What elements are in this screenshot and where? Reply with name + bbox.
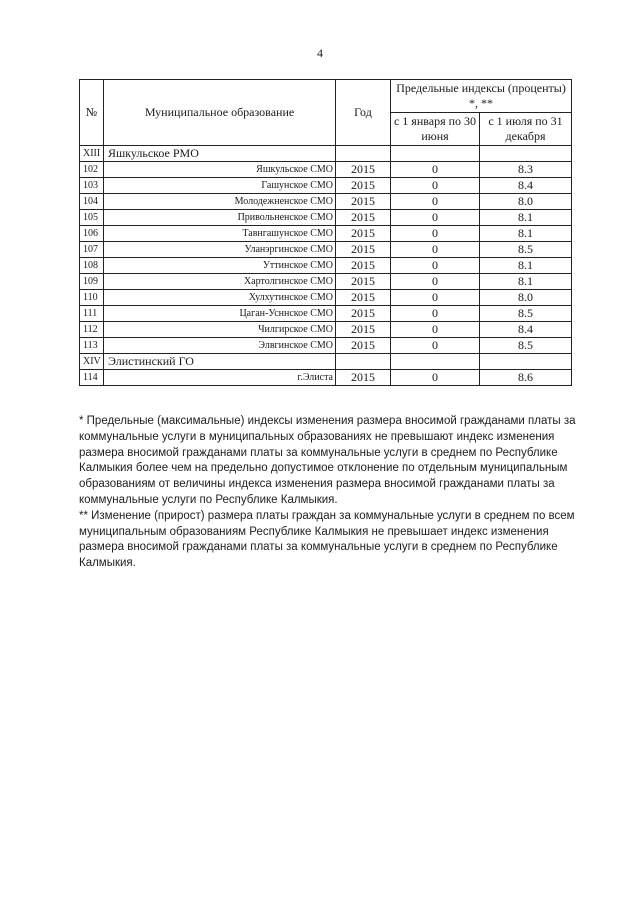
row-number: 114: [80, 370, 104, 386]
municipality-name: Гашунское СМО: [104, 178, 336, 194]
index-period-2: 8.1: [480, 274, 572, 290]
footnote-2: ** Изменение (прирост) размера платы граждан за коммунальные услуги в среднем по всем муниципальным образованиям Республике Калмыкия не превышает индекс изменения размера вносимой гражданами платы за коммунальные услуги в среднем по Республике Калмыкия.: [79, 509, 575, 570]
index-period-1: 0: [391, 338, 480, 354]
index-period-2: 8.1: [480, 226, 572, 242]
section-name: Элистинский ГО: [104, 354, 336, 370]
footnote-1: * Предельные (максимальные) индексы изменения размера вносимой гражданами платы за коммунальные услуги в муниципальных образованиях не превышают индекс изменения размера вносимой гражданами платы за коммунальные услуги в среднем по Республике Калмыкия более чем на предельно допустимое отклонение по отдельным муниципальным образованиям от величины индекса изменения размера вносимой гражданами платы за коммунальные услуги по Республике Калмыкия.: [79, 415, 576, 506]
row-year: 2015: [336, 226, 391, 242]
index-period-1: 0: [391, 306, 480, 322]
page-number: 4: [317, 46, 323, 60]
index-period-1: 0: [391, 290, 480, 306]
row-number: 105: [80, 210, 104, 226]
table-row: [80, 194, 572, 210]
table-row: [80, 210, 572, 226]
index-period-2: 8.5: [480, 338, 572, 354]
index-period-1: 0: [391, 194, 480, 210]
row-number: 103: [80, 178, 104, 194]
table-row: [80, 338, 572, 354]
index-period-1: 0: [391, 274, 480, 290]
municipality-name: Молодежненское СМО: [104, 194, 336, 210]
section-code: XIII: [80, 146, 104, 162]
municipality-name: Уттинское СМО: [104, 258, 336, 274]
section-empty-cell: [391, 146, 480, 162]
table-row: [80, 322, 572, 338]
section-row: [80, 354, 572, 370]
row-number: 108: [80, 258, 104, 274]
row-number: 104: [80, 194, 104, 210]
row-year: 2015: [336, 178, 391, 194]
index-period-2: 8.4: [480, 322, 572, 338]
section-name: Яшкульское РМО: [104, 146, 336, 162]
row-number: 109: [80, 274, 104, 290]
index-period-1: 0: [391, 178, 480, 194]
index-period-1: 0: [391, 370, 480, 386]
row-number: 111: [80, 306, 104, 322]
row-year: 2015: [336, 290, 391, 306]
header-year: Год: [336, 80, 391, 146]
section-empty-cell: [336, 354, 391, 370]
section-empty-cell: [480, 146, 572, 162]
section-row: [80, 146, 572, 162]
table-row: [80, 290, 572, 306]
table-row: [80, 258, 572, 274]
index-period-2: 8.3: [480, 162, 572, 178]
row-year: 2015: [336, 322, 391, 338]
header-limit-indices: Предельные индексы (проценты) *, **: [391, 80, 572, 113]
row-year: 2015: [336, 258, 391, 274]
row-number: 107: [80, 242, 104, 258]
row-year: 2015: [336, 210, 391, 226]
table-row: [80, 242, 572, 258]
index-period-2: 8.6: [480, 370, 572, 386]
row-number: 106: [80, 226, 104, 242]
table-row: [80, 370, 572, 386]
section-empty-cell: [391, 354, 480, 370]
table-row: [80, 226, 572, 242]
municipality-name: г.Элиста: [104, 370, 336, 386]
municipality-name: Уланэргинское СМО: [104, 242, 336, 258]
section-code: XIV: [80, 354, 104, 370]
row-number: 102: [80, 162, 104, 178]
table-row: [80, 178, 572, 194]
row-year: 2015: [336, 194, 391, 210]
index-period-1: 0: [391, 162, 480, 178]
municipality-name: Привольненское СМО: [104, 210, 336, 226]
table-body: [80, 146, 572, 386]
municipality-name: Яшкульское СМО: [104, 162, 336, 178]
index-period-2: 8.1: [480, 258, 572, 274]
index-period-2: 8.1: [480, 210, 572, 226]
index-period-2: 8.0: [480, 290, 572, 306]
row-number: 113: [80, 338, 104, 354]
municipality-name: Хартолгинское СМО: [104, 274, 336, 290]
header-period-jul-dec: с 1 июля по 31 декабря: [480, 113, 572, 146]
footnotes: [79, 414, 584, 572]
municipality-name: Тавнгашунское СМО: [104, 226, 336, 242]
index-period-1: 0: [391, 210, 480, 226]
table-row: [80, 274, 572, 290]
index-period-2: 8.0: [480, 194, 572, 210]
row-year: 2015: [336, 162, 391, 178]
row-year: 2015: [336, 242, 391, 258]
index-period-1: 0: [391, 322, 480, 338]
table-row: [80, 162, 572, 178]
row-year: 2015: [336, 338, 391, 354]
section-empty-cell: [480, 354, 572, 370]
index-period-2: 8.4: [480, 178, 572, 194]
header-number: №: [80, 80, 104, 146]
index-period-1: 0: [391, 242, 480, 258]
municipality-name: Хулхутинское СМО: [104, 290, 336, 306]
index-period-1: 0: [391, 226, 480, 242]
indices-table: [79, 79, 572, 386]
table-row: [80, 306, 572, 322]
municipality-name: Чилгирское СМО: [104, 322, 336, 338]
row-year: 2015: [336, 274, 391, 290]
row-number: 110: [80, 290, 104, 306]
index-period-1: 0: [391, 258, 480, 274]
row-year: 2015: [336, 370, 391, 386]
municipality-name: Цаган-Усннское СМО: [104, 306, 336, 322]
municipality-name: Элвгинское СМО: [104, 338, 336, 354]
row-year: 2015: [336, 306, 391, 322]
section-empty-cell: [336, 146, 391, 162]
index-period-2: 8.5: [480, 242, 572, 258]
header-period-jan-jun: с 1 января по 30 июня: [391, 113, 480, 146]
index-period-2: 8.5: [480, 306, 572, 322]
header-municipality: Муниципальное образование: [104, 80, 336, 146]
row-number: 112: [80, 322, 104, 338]
